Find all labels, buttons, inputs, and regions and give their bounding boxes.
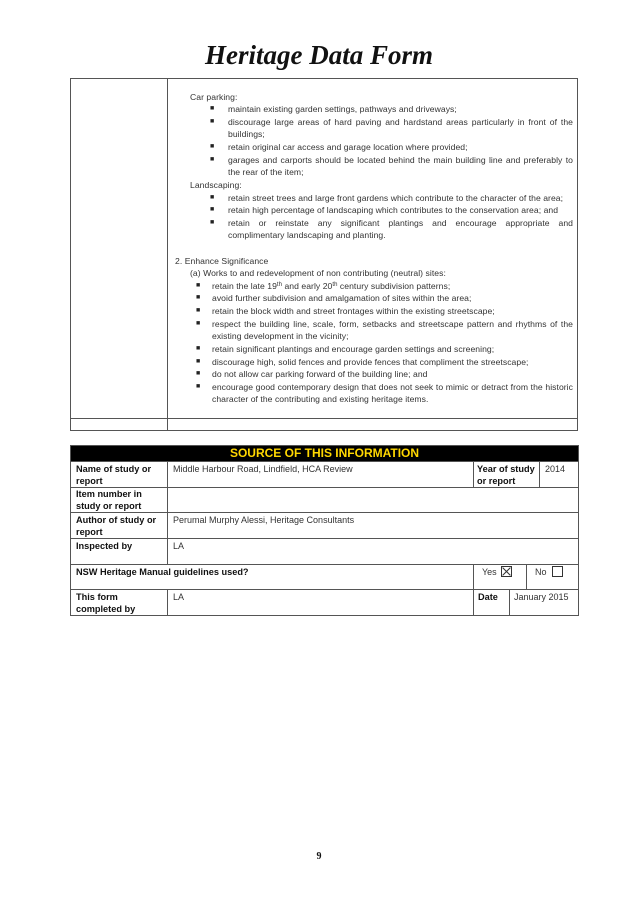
item-number-label: Item number in study or report	[76, 489, 142, 511]
form-completed-label: This form completed by	[76, 592, 136, 614]
bullet: ■	[196, 370, 201, 377]
enhance-item: respect the building line, scale, form, setbacks and streetscape pattern and rhythms of the existing development in the vicinity;	[212, 319, 573, 342]
column-divider	[526, 564, 527, 589]
source-header: SOURCE OF THIS INFORMATION	[71, 446, 578, 461]
name-of-study-value: Middle Harbour Road, Lindfield, HCA Review	[173, 464, 353, 474]
enhance-item: encourage good contemporary design that does not seek to mimic or detract from the historic character of the contributing and existing heritage items.	[212, 382, 573, 405]
date-value: January 2015	[514, 592, 569, 602]
enhance-heading: 2. Enhance Significance	[175, 256, 269, 266]
column-divider	[473, 564, 474, 589]
row-divider	[71, 461, 578, 462]
yes-option[interactable]	[482, 566, 512, 578]
landscaping-heading: Landscaping:	[190, 180, 242, 190]
landscaping-item: retain high percentage of landscaping which contributes to the conservation area; and	[228, 205, 559, 215]
guidelines-label: NSW Heritage Manual guidelines used?	[76, 567, 249, 577]
no-checkbox[interactable]	[552, 566, 563, 577]
date-label: Date	[478, 592, 498, 602]
car-parking-item: retain original car access and garage location where provided;	[228, 142, 468, 152]
row-divider	[71, 538, 578, 539]
bullet: ■	[210, 143, 215, 150]
bullet: ■	[196, 307, 201, 314]
row-divider	[71, 564, 578, 565]
inspected-by-label: Inspected by	[76, 541, 133, 551]
no-label: No	[535, 567, 547, 577]
bullet: ■	[196, 345, 201, 352]
author-label: Author of study or report	[76, 515, 157, 537]
column-divider	[539, 461, 540, 487]
bullet: ■	[196, 358, 201, 365]
row-divider	[71, 418, 577, 419]
name-of-study-label: Name of study or report	[76, 464, 152, 486]
page-number: 9	[316, 851, 322, 862]
year-of-study-label: Year of study or report	[477, 464, 535, 486]
enhance-item: avoid further subdivision and amalgamation of sites within the area;	[212, 293, 472, 303]
bullet: ■	[210, 105, 215, 112]
yes-checkbox[interactable]	[501, 566, 512, 577]
enhance-subheading: (a) Works to and redevelopment of non contributing (neutral) sites:	[190, 268, 446, 278]
landscaping-item: retain or reinstate any significant plantings and encourage appropriate and complimentary landscaping and planting.	[228, 218, 573, 241]
bullet: ■	[210, 219, 215, 226]
bullet: ■	[196, 282, 201, 289]
inspected-by-value: LA	[173, 541, 185, 551]
car-parking-item: maintain existing garden settings, pathways and driveways;	[228, 104, 457, 114]
form-completed-value: LA	[173, 592, 185, 602]
yes-label: Yes	[482, 567, 497, 577]
year-of-study-value: 2014	[545, 464, 566, 474]
car-parking-item: garages and carports should be located behind the main building line and preferably to the rear of the item;	[228, 155, 573, 178]
enhance-item: do not allow car parking forward of the building line; and	[212, 369, 428, 379]
page-title: Heritage Data Form	[205, 40, 433, 70]
car-parking-heading: Car parking:	[190, 92, 238, 102]
landscaping-item: retain street trees and large front gardens which contribute to the character of the area;	[228, 193, 564, 203]
enhance-item: retain the late 19th and early 20th century subdivision patterns;	[212, 281, 451, 291]
column-divider	[509, 589, 510, 616]
source-table	[70, 445, 579, 616]
column-divider	[473, 589, 474, 616]
column-divider	[167, 79, 168, 430]
enhance-item: discourage high, solid fences and provide fences that compliment the streetscape;	[212, 357, 529, 367]
bullet: ■	[196, 320, 201, 327]
bullet: ■	[210, 194, 215, 201]
row-divider	[71, 589, 578, 590]
car-parking-item: discourage large areas of hard paving and hardstand areas particularly in front of the buildings;	[228, 117, 573, 140]
column-divider	[473, 461, 474, 487]
column-divider	[167, 589, 168, 616]
no-option[interactable]	[535, 566, 563, 578]
bullet: ■	[196, 294, 201, 301]
column-divider	[167, 461, 168, 564]
bullet: ■	[210, 156, 215, 163]
bullet: ■	[210, 118, 215, 125]
bullet: ■	[210, 206, 215, 213]
author-value: Perumal Murphy Alessi, Heritage Consultants	[173, 515, 355, 525]
bullet: ■	[196, 383, 201, 390]
row-divider	[71, 512, 578, 513]
enhance-item: retain significant plantings and encourage garden settings and screening;	[212, 344, 495, 354]
enhance-item: retain the block width and street frontages within the existing streetscape;	[212, 306, 495, 316]
